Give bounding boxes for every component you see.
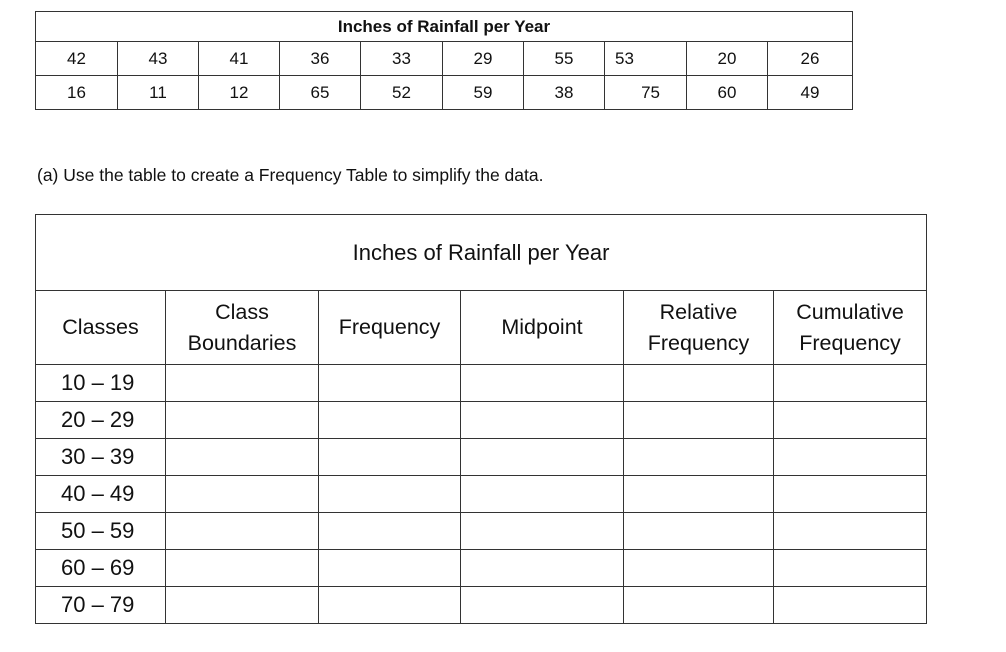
- relative-frequency-cell[interactable]: [624, 402, 774, 439]
- data-cell: 26: [768, 42, 853, 76]
- class-label: 40 – 49: [36, 475, 166, 512]
- data-table-title: Inches of Rainfall per Year: [36, 12, 853, 42]
- frequency-cell[interactable]: [319, 512, 461, 549]
- instruction-text: (a) Use the table to create a Frequency Table to simplify the data.: [37, 165, 544, 185]
- table-row: [36, 512, 927, 549]
- data-cell: 16: [36, 76, 118, 110]
- data-cell: 53: [605, 42, 687, 76]
- class-boundaries-cell[interactable]: [166, 365, 319, 402]
- data-cell: 20: [687, 42, 768, 76]
- data-cell: 60: [687, 76, 768, 110]
- midpoint-cell[interactable]: [461, 549, 624, 586]
- class-label: 20 – 29: [36, 402, 166, 439]
- data-cell: 75: [605, 76, 687, 110]
- class-label: 70 – 79: [36, 586, 166, 623]
- rainfall-data-table: [35, 11, 853, 110]
- frequency-cell[interactable]: [319, 365, 461, 402]
- class-boundaries-cell[interactable]: [166, 475, 319, 512]
- midpoint-cell[interactable]: [461, 512, 624, 549]
- class-boundaries-cell[interactable]: [166, 586, 319, 623]
- midpoint-cell[interactable]: [461, 438, 624, 475]
- midpoint-cell[interactable]: [461, 402, 624, 439]
- cumulative-frequency-cell[interactable]: [774, 586, 927, 623]
- table-row: [36, 475, 927, 512]
- midpoint-cell[interactable]: [461, 365, 624, 402]
- midpoint-cell[interactable]: [461, 586, 624, 623]
- relative-frequency-cell[interactable]: [624, 475, 774, 512]
- class-label: 50 – 59: [36, 512, 166, 549]
- data-cell: 29: [443, 42, 524, 76]
- data-cell: 49: [768, 76, 853, 110]
- frequency-cell[interactable]: [319, 549, 461, 586]
- midpoint-cell[interactable]: [461, 475, 624, 512]
- data-cell: 55: [524, 42, 605, 76]
- header-class-boundaries: Class Boundaries: [166, 291, 319, 365]
- header-relative-frequency: Relative Frequency: [624, 291, 774, 365]
- cumulative-frequency-cell[interactable]: [774, 438, 927, 475]
- header-frequency: Frequency: [319, 291, 461, 365]
- frequency-cell[interactable]: [319, 475, 461, 512]
- relative-frequency-cell[interactable]: [624, 512, 774, 549]
- cumulative-frequency-cell[interactable]: [774, 402, 927, 439]
- class-boundaries-cell[interactable]: [166, 512, 319, 549]
- class-boundaries-cell[interactable]: [166, 549, 319, 586]
- data-cell: 52: [361, 76, 443, 110]
- data-cell: 65: [280, 76, 361, 110]
- frequency-table: [35, 214, 927, 624]
- relative-frequency-cell[interactable]: [624, 438, 774, 475]
- table-row: [36, 438, 927, 475]
- cumulative-frequency-cell[interactable]: [774, 475, 927, 512]
- frequency-cell[interactable]: [319, 438, 461, 475]
- frequency-table-title: Inches of Rainfall per Year: [36, 215, 927, 291]
- frequency-cell[interactable]: [319, 402, 461, 439]
- data-cell: 12: [199, 76, 280, 110]
- data-cell: 43: [118, 42, 199, 76]
- class-label: 30 – 39: [36, 438, 166, 475]
- header-cumulative-frequency: Cumulative Frequency: [774, 291, 927, 365]
- data-cell: 36: [280, 42, 361, 76]
- data-cell: 42: [36, 42, 118, 76]
- class-label: 60 – 69: [36, 549, 166, 586]
- header-classes: Classes: [36, 291, 166, 365]
- class-label: 10 – 19: [36, 365, 166, 402]
- relative-frequency-cell[interactable]: [624, 549, 774, 586]
- table-row: [36, 402, 927, 439]
- data-cell: 59: [443, 76, 524, 110]
- cumulative-frequency-cell[interactable]: [774, 549, 927, 586]
- relative-frequency-cell[interactable]: [624, 365, 774, 402]
- table-row: [36, 549, 927, 586]
- table-row: [36, 586, 927, 623]
- cumulative-frequency-cell[interactable]: [774, 365, 927, 402]
- frequency-cell[interactable]: [319, 586, 461, 623]
- class-boundaries-cell[interactable]: [166, 438, 319, 475]
- table-row: [36, 365, 927, 402]
- data-cell: 33: [361, 42, 443, 76]
- data-cell: 41: [199, 42, 280, 76]
- class-boundaries-cell[interactable]: [166, 402, 319, 439]
- data-cell: 11: [118, 76, 199, 110]
- cumulative-frequency-cell[interactable]: [774, 512, 927, 549]
- relative-frequency-cell[interactable]: [624, 586, 774, 623]
- header-midpoint: Midpoint: [461, 291, 624, 365]
- data-cell: 38: [524, 76, 605, 110]
